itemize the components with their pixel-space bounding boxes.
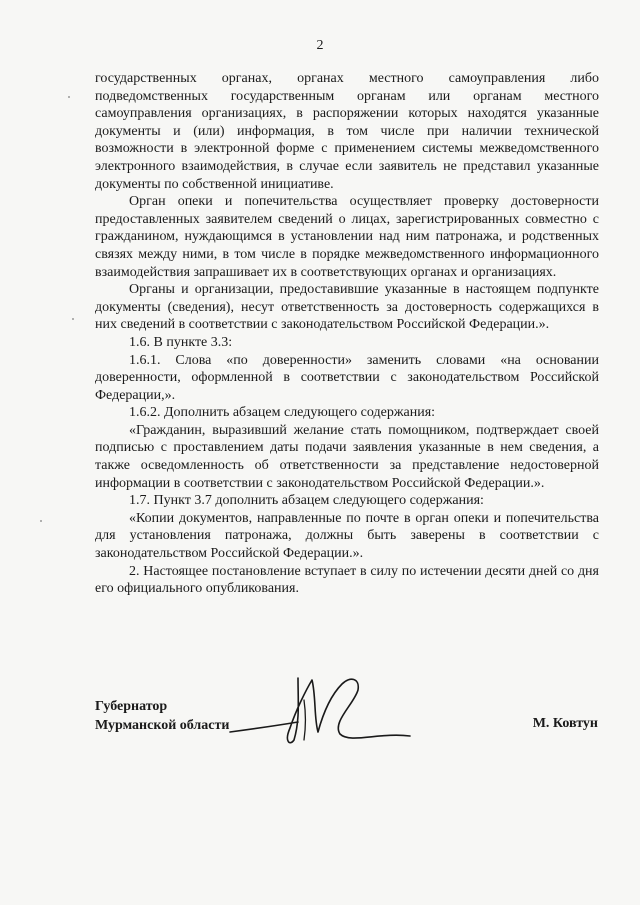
handwritten-signature [220,670,420,750]
paragraph-verification: Орган опеки и попечительства осуществляет проверку достоверности предоставленных заявителем сведений о лицах, зарегистрированных совместно с гражданином, нуждающимся в установлении над ним патронажа, и родственных связях между ними, в том числе в порядке межведомственного информационного взаимодействия запрашивает их в соответствующих органах и организациях. [95,194,599,280]
scan-speck [72,318,74,320]
clause-1-7: 1.7. Пункт 3.7 дополнить абзацем следующего содержания: [129,493,484,509]
page-number: 2 [316,38,324,53]
paragraph-responsibility: Органы и организации, предоставившие указанные в настоящем подпункте документы (сведения), несут ответственность за достоверность содержащихся в них сведений в соответствии с законодательством Российской Федерации.». [95,282,599,333]
signatory-name: М. Ковтун [532,716,598,731]
document-body [95,70,599,598]
paragraph-citizen-confirmation: «Гражданин, выразивший желание стать помощником, подтверждает своей подписью с проставлением даты подачи заявления указанные в нем сведения, а также осведомленность об ответственности за представление недостоверной информации в соответствии с законодательством Российской Федерации.». [95,422,599,491]
scan-speck [68,96,70,98]
signatory-title [95,697,229,735]
clause-1-6: 1.6. В пункте 3.3: [129,334,233,350]
paragraph-copies: «Копии документов, направленные по почте в орган опеки и попечительства для установления патронажа, должны быть заверены в соответствии с законодательством Российской Федерации.». [95,510,599,562]
signatory-title-line1: Губернатор [95,699,168,714]
paragraph-continuation: государственных органах, органах местного самоуправления либо подведомственных государственным органам или органам местного самоуправления организациях, в распоряжении которых находятся указанные документы и (или) информация, в том числе при наличии технической возможности в электронной форме с применением системы межведомственного электронного взаимодействия, в случае если заявитель не представил указанные документы по собственной инициативе. [95,71,599,192]
clause-2: 2. Настоящее постановление вступает в силу по истечении десяти дней со дня его официального опубликования. [95,563,599,597]
signatory-title-line2: Мурманской области [95,718,230,733]
clause-1-6-2: 1.6.2. Дополнить абзацем следующего содержания: [129,405,436,421]
scan-speck [40,520,42,522]
clause-1-6-1: 1.6.1. Слова «по доверенности» заменить словами «на основании доверенности, оформленной в соответствии с законодательством Российской Федерации,». [95,352,599,403]
